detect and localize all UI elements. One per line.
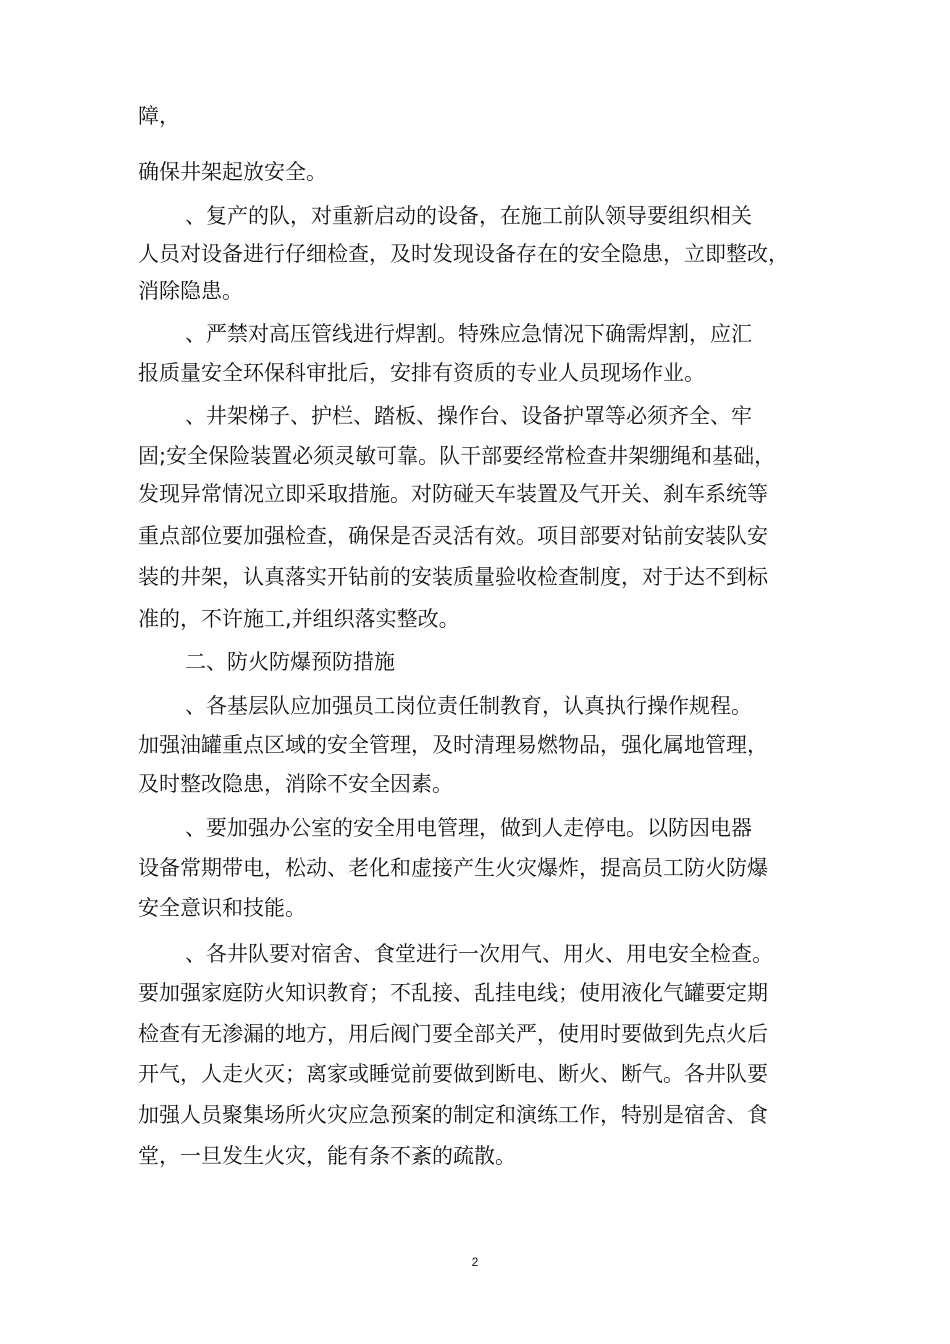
paragraph-start: 、各基层队应加强员工岗位责任制教育，认真执行操作规程。: [185, 694, 752, 718]
text-line: 固;安全保险装置必须灵敏可靠。队干部要经常检查井架绷绳和基础，: [138, 444, 776, 468]
paragraph-start: 、井架梯子、护栏、踏板、操作台、设备护罩等必须齐全、牢: [185, 404, 752, 428]
text-line: 障，: [138, 104, 180, 128]
paragraph-start: 、各井队要对宿舍、食堂进行一次用气、用火、用电安全检查。: [185, 942, 773, 966]
text-line: 及时整改隐患，消除不安全因素。: [138, 772, 453, 796]
text-line: 确保井架起放安全。: [138, 160, 327, 184]
text-line: 开气，人走火灭；离家或睡觉前要做到断电、断火、断气。各井队要: [138, 1062, 768, 1086]
text-line: 安全意识和技能。: [138, 896, 306, 920]
text-line: 消除隐患。: [138, 279, 243, 303]
text-line: 发现异常情况立即采取措施。对防碰天车装置及气开关、刹车系统等: [138, 482, 768, 506]
paragraph-start: 、严禁对高压管线进行焊割。特殊应急情况下确需焊割，应汇: [185, 322, 752, 346]
text-line: 准的，不许施工,并组织落实整改。: [138, 607, 460, 631]
text-line: 装的井架，认真落实开钻前的安装质量验收检查制度，对于达不到标: [138, 565, 768, 589]
text-line: 重点部位要加强检查，确保是否灵活有效。项目部要对钻前安装队安: [138, 524, 768, 548]
text-line: 加强人员聚集场所火灾应急预案的制定和演练工作，特别是宿舍、食: [138, 1103, 768, 1127]
text-line: 要加强家庭防火知识教育；不乱接、乱挂电线；使用液化气罐要定期: [138, 981, 768, 1005]
text-line: 堂，一旦发生火灾，能有条不紊的疏散。: [138, 1144, 516, 1168]
paragraph-start: 、复产的队，对重新启动的设备，在施工前队领导要组织相关: [185, 204, 752, 228]
text-line: 加强油罐重点区域的安全管理，及时清理易燃物品，强化属地管理，: [138, 733, 768, 757]
page-number: 2: [471, 1255, 479, 1269]
text-line: 报质量安全环保科审批后，安排有资质的专业人员现场作业。: [138, 361, 705, 385]
paragraph-start: 、要加强办公室的安全用电管理，做到人走停电。以防因电器: [185, 816, 752, 840]
text-line: 检查有无渗漏的地方，用后阀门要全部关严，使用时要做到先点火后: [138, 1022, 768, 1046]
text-line: 设备常期带电，松动、老化和虚接产生火灾爆炸，提高员工防火防爆: [138, 856, 768, 880]
section-heading: 二、防火防爆预防措施: [185, 650, 395, 674]
text-line: 人员对设备进行仔细检查，及时发现设备存在的安全隐患，立即整改，: [138, 242, 789, 266]
